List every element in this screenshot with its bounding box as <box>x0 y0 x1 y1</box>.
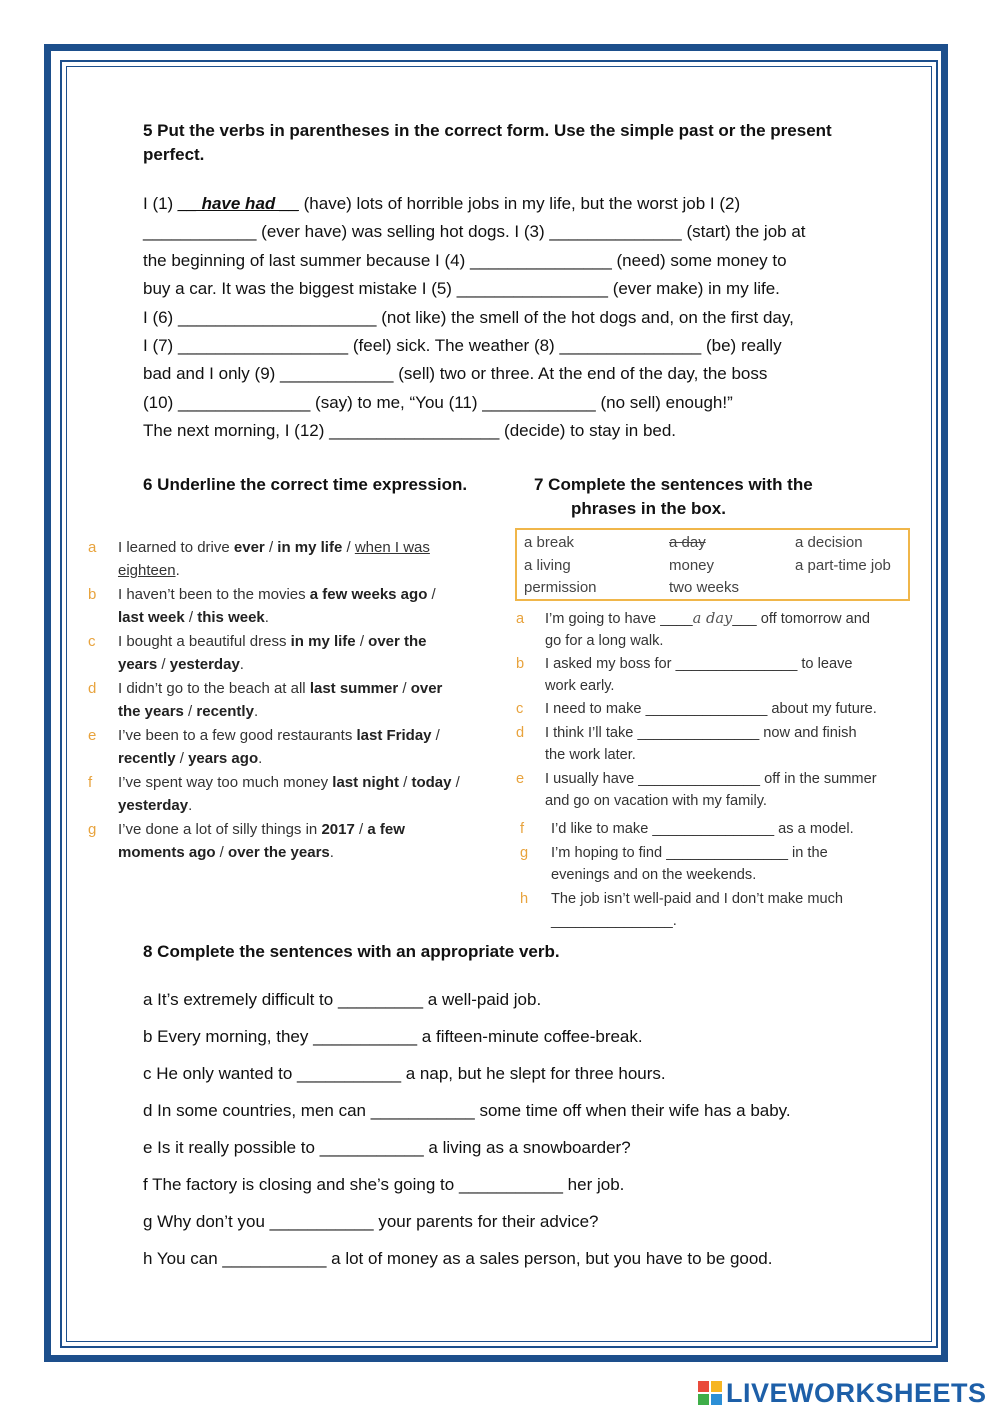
item-letter: a <box>88 539 97 556</box>
phrase-item: a break <box>524 534 575 551</box>
option[interactable]: a few weeks ago <box>309 586 428 603</box>
option[interactable]: in my life <box>290 633 356 650</box>
period: . <box>239 656 244 673</box>
ex5-line: bad and I only (9) ____________ (sell) two or three. At the end of the day, the boss <box>143 364 768 384</box>
period: . <box>175 562 180 579</box>
sep: / <box>354 821 368 838</box>
option[interactable]: over the years <box>228 844 330 861</box>
option[interactable]: recently <box>196 703 254 720</box>
period: . <box>264 609 269 626</box>
option[interactable]: 2017 <box>321 821 355 838</box>
ex5-answer-1[interactable]: __ have had __ <box>177 194 299 213</box>
item-text: The job isn’t well-paid and I don’t make much <box>551 891 844 907</box>
item-text: work early. <box>545 678 615 694</box>
ex5-line: The next morning, I (12) __________________ (decide) to stay in bed. <box>143 421 677 441</box>
item-text: ___ off tomorrow and <box>732 611 870 627</box>
ex8-item-f[interactable]: f The factory is closing and she’s going to ___________ her job. <box>143 1175 625 1194</box>
option-underlined[interactable]: eighteen <box>118 562 176 579</box>
phrase-item: a decision <box>795 534 863 551</box>
ex7-item-e <box>516 768 916 812</box>
item-text: and go on vacation with my family. <box>545 793 767 809</box>
item-text[interactable]: _______________. <box>551 913 677 929</box>
ex5-line: I (6) _____________________ (not like) the smell of the hot dogs and, on the first day, <box>143 307 794 327</box>
ex5-heading-line1: 5 Put the verbs in parentheses in the correct form. Use the simple past or the present <box>143 121 832 140</box>
item-text[interactable]: I need to make _______________ about my future. <box>545 701 877 717</box>
ex5-heading <box>143 119 883 167</box>
ex8-item-c[interactable]: c He only wanted to ___________ a nap, but he slept for three hours. <box>143 1064 666 1083</box>
ex5-heading-line2: perfect. <box>143 145 205 164</box>
ex5-line-text: I (1) <box>143 194 178 213</box>
item-letter: d <box>516 725 525 741</box>
phrase-item: a part-time job <box>795 557 891 574</box>
option[interactable]: last week <box>118 609 185 626</box>
sep: / <box>355 633 369 650</box>
ex8-heading: 8 Complete the sentences with an appropriate verb. <box>143 942 560 961</box>
sep: / <box>431 727 440 744</box>
item-letter: g <box>88 821 97 838</box>
item-text: I’m going to have ____ <box>545 611 693 627</box>
ex8-item-h[interactable]: h You can ___________ a lot of money as a sales person, but you have to be good. <box>143 1249 773 1268</box>
ex7-item-f <box>516 818 916 840</box>
option[interactable]: over <box>410 680 443 697</box>
sep: / <box>215 844 229 861</box>
logo-squares-icon <box>698 1381 722 1405</box>
period: . <box>258 750 263 767</box>
item-text: I didn’t go to the beach at all <box>118 680 310 697</box>
sep: / <box>398 774 412 791</box>
ex7-answer-a[interactable]: a day <box>692 610 733 627</box>
ex8-item-b[interactable]: b Every morning, they ___________ a fifteen-minute coffee-break. <box>143 1027 643 1046</box>
option[interactable]: the years <box>118 703 184 720</box>
option[interactable]: this week <box>197 609 265 626</box>
option[interactable]: last summer <box>309 680 399 697</box>
option[interactable]: yesterday <box>169 656 240 673</box>
item-text[interactable]: I asked my boss for _______________ to leave <box>545 656 853 672</box>
ex5-line: I (7) __________________ (feel) sick. The weather (8) _______________ (be) really <box>143 336 782 356</box>
ex6-item-e <box>88 724 498 770</box>
ex8-item-d[interactable]: d In some countries, men can ___________ some time off when their wife has a baby. <box>143 1101 791 1120</box>
item-text: go for a long walk. <box>545 633 664 649</box>
item-letter: c <box>88 633 96 650</box>
phrase-item: two weeks <box>669 579 740 596</box>
logo-text: LIVEWORKSHEETS <box>726 1377 987 1408</box>
ex8-item-e[interactable]: e Is it really possible to ___________ a living as a snowboarder? <box>143 1138 631 1157</box>
ex6-list <box>88 536 498 865</box>
option[interactable]: years ago <box>188 750 259 767</box>
option[interactable]: yesterday <box>118 797 189 814</box>
ex5-line: buy a car. It was the biggest mistake I (5) ________________ (ever make) in my life. <box>143 279 780 299</box>
option[interactable]: in my life <box>277 539 343 556</box>
ex7-item-g <box>516 842 916 886</box>
ex6-item-c <box>88 630 498 676</box>
option[interactable]: ever <box>233 539 265 556</box>
item-text[interactable]: I’m hoping to find _______________ in the <box>551 845 828 861</box>
ex7-heading-line2: phrases in the box. <box>571 499 726 518</box>
ex5-paragraph <box>143 190 883 446</box>
option[interactable]: a few <box>367 821 405 838</box>
item-text: I’ve spent way too much money <box>118 774 333 791</box>
ex7-item-c <box>516 698 916 720</box>
period: . <box>329 844 334 861</box>
ex7-heading <box>534 473 813 521</box>
ex8-list <box>143 988 903 1284</box>
phrase-item: money <box>669 557 715 574</box>
sep: / <box>183 703 197 720</box>
ex7-item-b <box>516 653 916 697</box>
ex7-item-a <box>516 608 916 652</box>
item-text: evenings and on the weekends. <box>551 867 757 883</box>
item-text[interactable]: I think I’ll take _______________ now and finish <box>545 725 857 741</box>
option[interactable]: recently <box>118 750 176 767</box>
option[interactable]: last night <box>332 774 399 791</box>
ex8-item-a[interactable]: a It’s extremely difficult to _________ a well-paid job. <box>143 990 542 1009</box>
option[interactable]: moments ago <box>118 844 216 861</box>
item-letter: g <box>520 845 529 861</box>
liveworksheets-logo[interactable] <box>698 1378 987 1408</box>
item-letter: h <box>520 891 529 907</box>
sep: / <box>264 539 278 556</box>
sep: / <box>184 609 198 626</box>
item-letter: f <box>88 774 93 791</box>
item-text: I learned to drive <box>118 539 234 556</box>
ex7-item-d <box>516 722 916 766</box>
phrase-item-used: a day <box>669 534 706 551</box>
item-letter: f <box>520 821 525 837</box>
period: . <box>188 797 193 814</box>
ex6-item-a <box>88 536 498 582</box>
item-text: I haven’t been to the movies <box>118 586 310 603</box>
item-letter: a <box>516 611 525 627</box>
ex7-heading-line1: 7 Complete the sentences with the <box>534 475 813 494</box>
ex6-item-b <box>88 583 498 629</box>
option[interactable]: years <box>118 656 158 673</box>
item-letter: b <box>516 656 525 672</box>
option[interactable]: last Friday <box>356 727 432 744</box>
sep: / <box>175 750 189 767</box>
sep: / <box>427 586 436 603</box>
ex5-line-text: (have) lots of horrible jobs in my life, but the worst job I (2) <box>298 194 741 213</box>
item-letter: e <box>516 771 525 787</box>
ex8-item-g[interactable]: g Why don’t you ___________ your parents for their advice? <box>143 1212 599 1231</box>
option-underlined[interactable]: when I was <box>354 539 430 556</box>
option[interactable]: today <box>411 774 452 791</box>
ex5-line: the beginning of last summer because I (4) _______________ (need) some money to <box>143 250 787 270</box>
sep: / <box>157 656 170 673</box>
phrase-box <box>515 528 910 601</box>
ex5-line: ____________ (ever have) was selling hot dogs. I (3) ______________ (start) the job at <box>143 222 806 242</box>
item-text[interactable]: I’d like to make _______________ as a model. <box>551 821 854 837</box>
phrase-item: permission <box>524 579 597 596</box>
sep: / <box>398 680 411 697</box>
option[interactable]: over the <box>368 633 427 650</box>
ex5-line <box>143 190 883 218</box>
item-text: I’ve been to a few good restaurants <box>118 727 357 744</box>
phrase-item: a living <box>524 557 571 574</box>
item-letter: c <box>516 701 524 717</box>
sep: / <box>451 774 460 791</box>
ex7-item-h <box>516 888 916 932</box>
ex5-line: (10) ______________ (say) to me, “You (11) ____________ (no sell) enough!” <box>143 392 733 412</box>
ex6-item-g <box>88 818 498 864</box>
item-text: the work later. <box>545 747 636 763</box>
item-text[interactable]: I usually have _______________ off in the summer <box>545 771 877 787</box>
ex6-heading: 6 Underline the correct time expression. <box>143 475 468 494</box>
ex6-item-f <box>88 771 498 817</box>
ex7-list <box>516 608 916 933</box>
item-text: I’ve done a lot of silly things in <box>118 821 322 838</box>
item-letter: e <box>88 727 97 744</box>
period: . <box>253 703 259 720</box>
item-text: I bought a beautiful dress <box>118 633 291 650</box>
item-letter: b <box>88 586 97 603</box>
ex6-item-d <box>88 677 498 723</box>
item-letter: d <box>88 680 97 697</box>
sep: / <box>342 539 355 556</box>
